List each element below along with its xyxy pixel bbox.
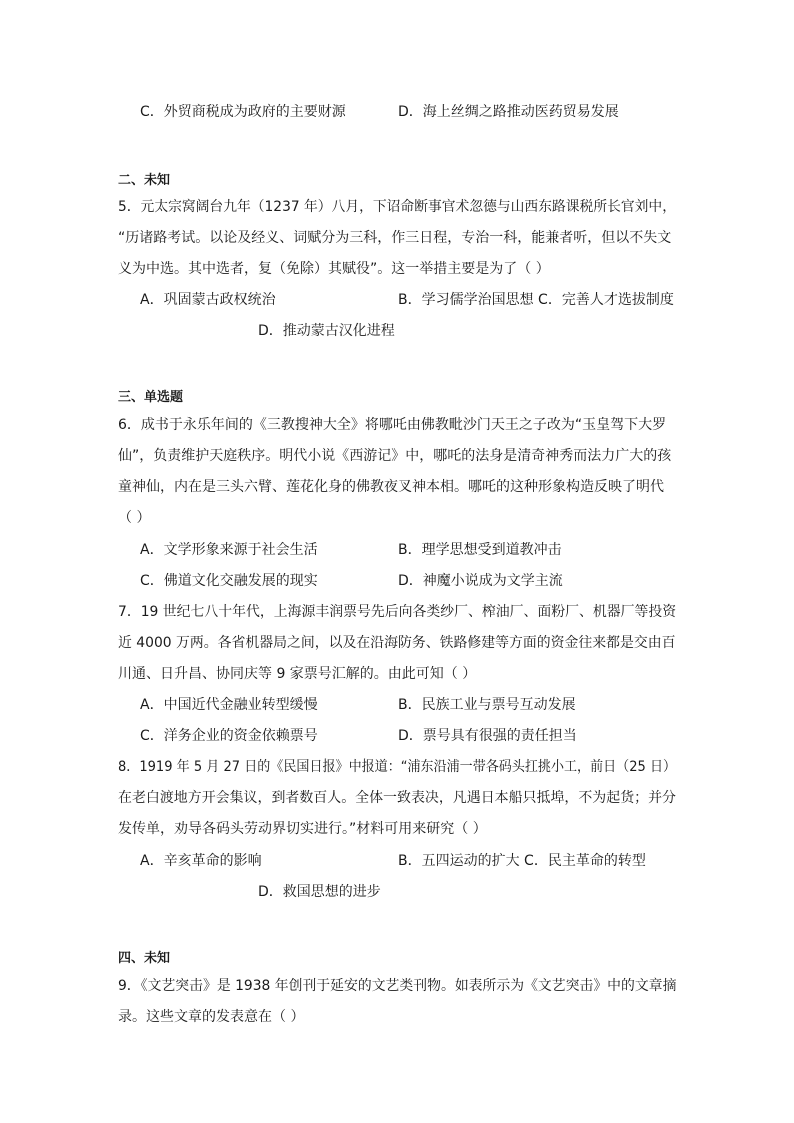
question-5-option-d: D．推动蒙古汉化进程 [258, 323, 395, 339]
question-6-option-d: D．神魔小说成为文学主流 [398, 573, 563, 589]
question-6-line-3: 童神仙，内在是三头六臂、莲花化身的佛教夜叉神本相。哪吒的这种形象构造反映了明代 [118, 479, 664, 495]
question-8-line-1: 8．1919 年 5 月 27 日的《民国日报》中报道：“浦东沿浦一带各码头扛挑小工，前日（25 日） [118, 759, 677, 775]
question-7-line-2: 近 4000 万两。各省机器局之间，以及在沿海防务、铁路修建等方面的资金往来都是交由百 [118, 635, 676, 651]
question-8-option-d: D．救国思想的进步 [258, 884, 381, 900]
question-7-line-3: 川通、日升昌、协同庆等 9 家票号汇解的。由此可知（ ） [118, 666, 477, 682]
question-6-option-a: A．文学形象来源于社会生活 [140, 542, 318, 558]
question-7-option-b: B．民族工业与票号互动发展 [398, 697, 576, 713]
question-7-option-c: C．洋务企业的资金依赖票号 [140, 728, 318, 744]
question-8-line-3: 发传单，劝导各码头劳动界切实进行。”材料可用来研究（ ） [118, 821, 487, 837]
question-7-line-1: 7．19 世纪七八十年代，上海源丰润票号先后向各类纱厂、榨油厂、面粉厂、机器厂等投资 [118, 604, 677, 620]
section-heading-2: 二、未知 [118, 173, 171, 188]
question-5-line-3: 义为中选。其中选者，复（免除）其赋役”。这一举措主要是为了（ ） [118, 261, 550, 277]
section-heading-4: 四、未知 [118, 951, 171, 966]
question-9-line-2: 录。这些文章的发表意在（ ） [118, 1009, 305, 1025]
question-7-option-a: A．中国近代金融业转型缓慢 [140, 697, 318, 713]
question-8-line-2: 在老白渡地方开会集议，到者数百人。全体一致表决，凡遇日本船只抵埠，不为起货；并分 [118, 790, 676, 806]
question-5-line-2: “历诸路考试。以论及经义、词赋分为三科，作三日程，专治一科，能兼者听，但以不失文 [118, 230, 672, 246]
question-6-option-b: B．理学思想受到道教冲击 [398, 542, 562, 558]
question-5-option-a: A．巩固蒙古政权统治 [140, 292, 276, 308]
question-9-line-1: 9．《文艺突击》是 1938 年创刊于延安的文艺类刊物。如表所示为《文艺突击》中的文章摘 [118, 978, 677, 994]
q4-option-d: D．海上丝绸之路推动医药贸易发展 [398, 104, 619, 120]
question-5-option-bc: B．学习儒学治国思想 C．完善人才选拔制度 [398, 292, 674, 308]
question-8-option-bc: B．五四运动的扩大 C．民主革命的转型 [398, 853, 646, 869]
section-heading-3: 三、单选题 [118, 390, 184, 405]
question-5-line-1: 5．元太宗窝阔台九年（1237 年）八月，下诏命断事官术忽德与山西东路课税所长官刘中， [118, 199, 676, 215]
question-6-option-c: C．佛道文化交融发展的现实 [140, 573, 318, 589]
question-6-line-4: （ ） [118, 510, 151, 526]
question-6-line-1: 6．成书于永乐年间的《三教搜神大全》将哪吒由佛教毗沙门天王之子改为“玉皇驾下大罗 [118, 417, 667, 433]
question-6-line-2: 仙”，负责维护天庭秩序。明代小说《西游记》中，哪吒的法身是清奇神秀而法力广大的孩 [118, 448, 672, 464]
question-7-option-d: D．票号具有很强的责任担当 [398, 728, 577, 744]
q4-option-c: C．外贸商税成为政府的主要财源 [140, 104, 346, 120]
question-8-option-a: A．辛亥革命的影响 [140, 853, 262, 869]
